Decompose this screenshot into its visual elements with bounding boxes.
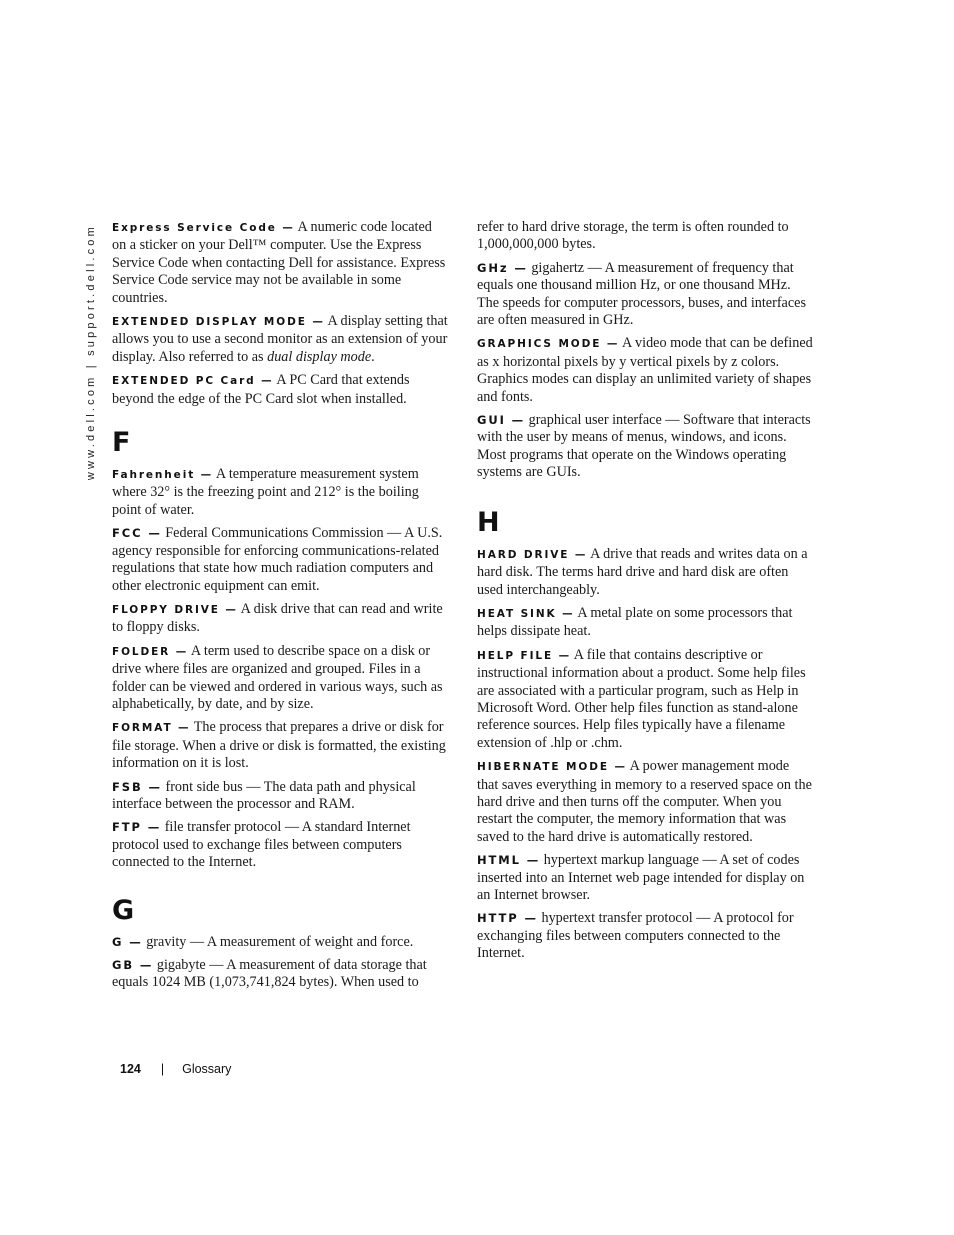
glossary-entry-express-service-code <box>112 219 448 307</box>
glossary-entry-heat-sink <box>477 605 813 641</box>
glossary-entry-fahrenheit <box>112 466 448 519</box>
page-footer <box>120 1062 231 1076</box>
glossary-term: G — <box>112 934 143 949</box>
glossary-definition: A metal plate on some processors that helps dissipate heat. <box>477 604 793 640</box>
glossary-entry-g <box>112 934 448 951</box>
glossary-entry-fcc <box>112 525 448 595</box>
glossary-definition: front side bus — The data path and physical interface between the processor and RAM. <box>112 778 416 812</box>
glossary-definition: The process that prepares a drive or disk for file storage. When a drive or disk is formatted, the existing information on it is lost. <box>112 719 446 772</box>
glossary-term: HIBERNATE MODE — <box>477 761 627 774</box>
right-column <box>477 219 813 969</box>
glossary-entry-hard-drive <box>477 546 813 599</box>
section-letter-h: H <box>477 506 500 538</box>
glossary-entry-hibernate-mode <box>477 758 813 846</box>
glossary-term: Express Service Code — <box>112 222 295 234</box>
glossary-term: GB — <box>112 958 154 972</box>
glossary-definition-end: . <box>371 348 375 365</box>
glossary-entry-folder <box>112 643 448 714</box>
glossary-definition: gravity — A measurement of weight and force. <box>146 933 414 950</box>
glossary-definition: refer to hard drive storage, the term is often rounded to 1,000,000,000 bytes. <box>477 219 789 253</box>
footer-separator: | <box>160 1062 165 1076</box>
glossary-entry-floppy-drive <box>112 601 448 637</box>
glossary-entry-fsb <box>112 779 448 814</box>
glossary-entry-ghz <box>477 260 813 330</box>
glossary-definition: hypertext markup language — A set of codes inserted into an Internet web page intended for display on an Internet browser. <box>477 852 805 903</box>
glossary-definition: A PC Card that extends beyond the edge of the PC Card slot when installed. <box>112 372 410 407</box>
glossary-entry-html <box>477 852 813 904</box>
glossary-term: GUI — <box>477 413 526 428</box>
glossary-term: HARD DRIVE — <box>477 548 588 561</box>
glossary-definition: graphical user interface — Software that interacts with the user by means of menus, windows, and icons. Most programs that operate on the Windows operating systems are GUIs. <box>477 412 811 481</box>
glossary-term: HTML — <box>477 853 541 868</box>
glossary-definition: A display setting that allows you to use a second monitor as an extension of your display. Also referred to as <box>112 313 448 365</box>
glossary-term: FSB — <box>112 779 162 794</box>
glossary-entry-format <box>112 719 448 772</box>
glossary-definition: A file that contains descriptive or instructional information about a product. Some help files are associated with a particular program, such as Help in Microsoft Word. Other help files function as stand-alone reference sources. Help files typically have a filename extension of .hlp or .chm. <box>477 646 806 751</box>
glossary-entry-help-file <box>477 647 813 752</box>
glossary-definition: A power management mode that saves everything in memory to a reserved space on the hard drive and then turns off the computer. When you restart the computer, the memory information that was saved to the hard drive is automatically restored. <box>477 758 812 845</box>
glossary-definition: hypertext transfer protocol — A protocol for exchanging files between computers connected to the Internet. <box>477 910 794 962</box>
glossary-definition: gigabyte — A measurement of data storage that equals 1024 MB (1,073,741,824 bytes). When used to <box>112 957 427 991</box>
glossary-term: GRAPHICS MODE — <box>477 338 620 351</box>
glossary-term: HEAT SINK — <box>477 607 575 620</box>
glossary-definition: A numeric code located on a sticker on your Dell™ computer. Use the Express Service Code when contacting Dell for assistance. Express Service Code service may not be available in some countries. <box>112 219 446 306</box>
glossary-term: Fahrenheit — <box>112 469 214 482</box>
glossary-entry-gb-continued <box>477 219 813 254</box>
glossary-entry-gb <box>112 957 448 992</box>
glossary-definition: gigahertz — A measurement of frequency that equals one thousand million Hz, or one thousand MHz. The speeds for computer processors, buses, and interfaces are often measured in GHz. <box>477 259 806 329</box>
glossary-definition: file transfer protocol — A standard Internet protocol used to exchange files between computers connected to the Internet. <box>112 819 411 871</box>
glossary-term: FLOPPY DRIVE — <box>112 603 238 616</box>
glossary-entry-gui <box>477 412 813 482</box>
glossary-term: HTTP — <box>477 911 538 926</box>
glossary-term: GHz — <box>477 260 528 275</box>
glossary-term: FOLDER — <box>112 645 189 658</box>
glossary-definition-italic: dual display mode <box>267 348 372 365</box>
glossary-entry-ftp <box>112 819 448 871</box>
glossary-entry-extended-display-mode <box>112 313 448 366</box>
glossary-term: FORMAT — <box>112 722 191 735</box>
glossary-term: HELP FILE — <box>477 649 572 662</box>
glossary-definition: A video mode that can be defined as x horizontal pixels by y vertical pixels by z colors. Graphics modes can display an unlimited variety of shapes and fonts. <box>477 335 813 405</box>
sidebar-url <box>82 224 100 481</box>
page-number: 124 <box>120 1062 141 1076</box>
glossary-entry-http <box>477 910 813 962</box>
glossary-entry-graphics-mode <box>477 335 813 406</box>
section-letter-f: F <box>112 427 131 459</box>
glossary-definition: A temperature measurement system where 32° is the freezing point and 212° is the boiling point of water. <box>112 466 419 518</box>
glossary-definition: A drive that reads and writes data on a hard disk. The terms hard drive and hard disk are often used interchangeably. <box>477 545 808 598</box>
sidebar-url-text: www.dell.com | support.dell.com <box>85 224 97 481</box>
glossary-term: EXTENDED PC Card — <box>112 375 274 388</box>
glossary-definition: A disk drive that can read and write to floppy disks. <box>112 600 443 636</box>
glossary-definition: A term used to describe space on a disk or drive where files are organized and grouped. Files in a folder can be viewed and ordered in various ways, such as alphabetically, by date, and by size. <box>112 642 443 712</box>
glossary-term: EXTENDED DISPLAY MODE — <box>112 316 325 329</box>
glossary-entry-extended-pc-card <box>112 372 448 408</box>
section-letter-g: G <box>112 894 135 926</box>
section-name: Glossary <box>182 1062 232 1076</box>
glossary-term: FTP — <box>112 820 162 835</box>
glossary-term: FCC — <box>112 526 162 541</box>
left-column <box>112 219 448 998</box>
glossary-definition: Federal Communications Commission — A U.S. agency responsible for enforcing communications-related regulations that state how much radiation computers and other electronic equipment can emit. <box>112 525 443 594</box>
